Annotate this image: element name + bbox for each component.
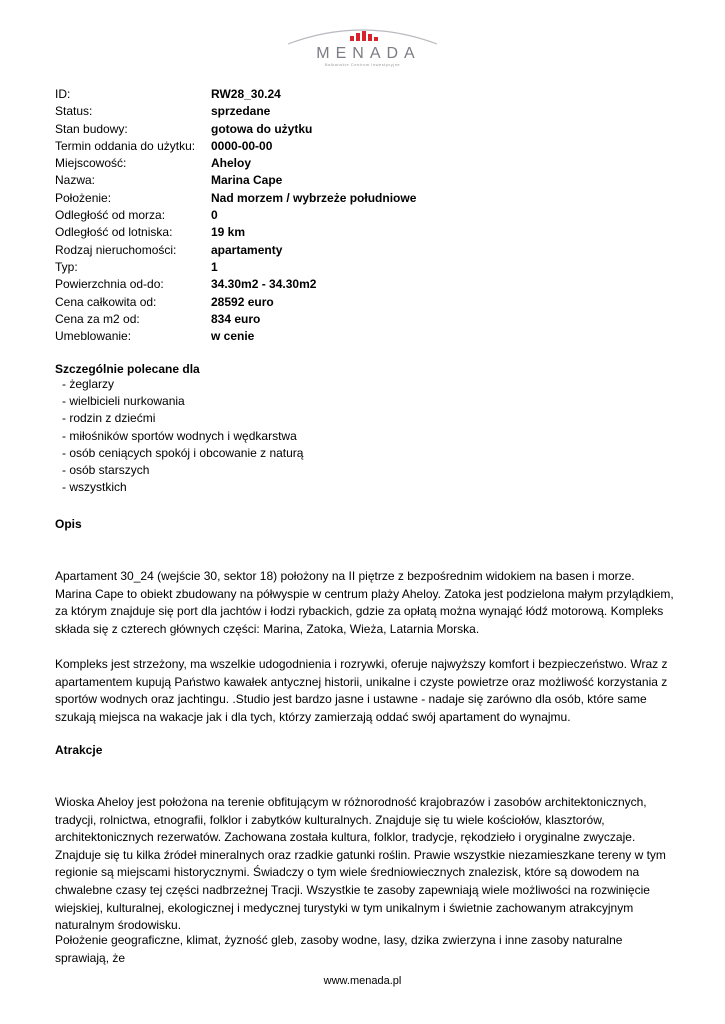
detail-label: Położenie: xyxy=(55,190,112,205)
detail-value: 1 xyxy=(211,259,218,274)
recommended-list xyxy=(62,376,303,496)
detail-label: Typ: xyxy=(55,259,78,274)
attractions-text: Położenie geograficzne, klimat, żyzność gleb, zasoby wodne, lasy, dzika zwierzyna i inne zasoby naturalne sprawiają, że xyxy=(55,933,623,965)
detail-row xyxy=(55,224,416,241)
detail-label: Rodzaj nieruchomości: xyxy=(55,242,177,257)
detail-row xyxy=(55,138,416,155)
detail-value: 19 km xyxy=(211,225,246,240)
detail-value: Marina Cape xyxy=(211,173,283,188)
list-item: - żeglarzy xyxy=(62,377,115,391)
detail-label: ID: xyxy=(55,87,71,101)
detail-label: Powierzchnia od-do: xyxy=(55,277,164,292)
description-text: Marina Cape to obiekt zbudowany na półwyspie w centrum plaży Aheloy. Zatoka jest podzielona małym przylądkiem, za którym znajduje się port dla jachtów i łodzi rybackich, gdzie za opłatą można wynająć łódź motorową. Kompleks składa się z czterech głównych części: Marina, Zatoka, Wieża, Latarnia Morska. xyxy=(55,586,674,636)
detail-value: 0 xyxy=(211,208,218,223)
detail-label: Nazwa: xyxy=(55,173,96,188)
detail-value: Nad morzem / wybrzeże południowe xyxy=(211,190,417,205)
detail-label: Odległość od lotniska: xyxy=(55,225,173,240)
detail-row xyxy=(55,294,416,311)
detail-value: Aheloy xyxy=(211,156,252,171)
description-paragraph-2 xyxy=(55,656,675,726)
detail-label: Termin oddania do użytku: xyxy=(55,138,196,153)
detail-row xyxy=(55,121,416,138)
list-item: - rodzin z dziećmi xyxy=(62,411,156,426)
detail-row xyxy=(55,328,416,345)
description-text: Kompleks jest strzeżony, ma wszelkie udogodnienia i rozrywki, oferuje najwyższy komfort i bezpieczeństwo. Wraz z apartamentem kupują Państwo kawałek antycznej historii, unikalne i czyste powietrze oraz możliwość korzystania z sportów wodnych oraz jachtingu. .Studio jest bardzo jasne i ustawne - nadaje się zarówno dla osób, które same szukają miejsca na wakacje jak i dla tych, którzy zamierzają oddać swój apartament do wynajmu. xyxy=(55,657,668,724)
list-item: - wszystkich xyxy=(62,480,127,495)
menada-logo xyxy=(0,24,725,74)
logo-tagline: Bałkańskie Centrum Inwestycyjne xyxy=(324,62,401,67)
detail-row xyxy=(55,155,416,172)
recommended-heading: Szczególnie polecane dla xyxy=(55,362,200,376)
detail-row xyxy=(55,242,416,259)
description-line: Apartament 30_24 (wejście 30, sektor 18) położony na II piętrze z bezpośrednim widokiem na basen i morze. xyxy=(55,569,635,583)
footer-url[interactable]: www.menada.pl xyxy=(323,975,402,987)
attractions-paragraph-2 xyxy=(55,932,675,967)
detail-value: w cenie xyxy=(211,329,255,344)
description-paragraph xyxy=(55,568,675,638)
list-item: - osób starszych xyxy=(62,462,150,477)
detail-row xyxy=(55,190,416,207)
logo-arc-icon xyxy=(282,24,443,46)
detail-row xyxy=(55,276,416,293)
detail-value: gotowa do użytku xyxy=(211,121,313,136)
detail-row xyxy=(55,103,416,120)
logo-wordmark: MENADA xyxy=(316,45,421,62)
detail-value: 28592 euro xyxy=(211,294,274,309)
detail-row xyxy=(55,311,416,328)
detail-label: Status: xyxy=(55,104,93,119)
attractions-paragraph xyxy=(55,794,675,935)
detail-row xyxy=(55,207,416,224)
detail-row xyxy=(55,172,416,189)
property-details xyxy=(55,86,416,345)
list-item: - miłośników sportów wodnych i wędkarstwa xyxy=(62,428,297,443)
detail-label: Cena za m2 od: xyxy=(55,311,140,326)
detail-row xyxy=(55,259,416,276)
detail-value: 34.30m2 - 34.30m2 xyxy=(211,277,317,292)
list-item: - osób ceniących spokój i obcowanie z naturą xyxy=(62,445,304,460)
detail-value: RW28_30.24 xyxy=(211,87,281,101)
attractions-text: Wioska Aheloy jest położona na terenie obfitującym w różnorodność krajobrazów i zasobów architektonicznych, tradycji, rolnictwa, etnografii, folklor i zabytków kulturalnych. Znajduje się tu wiele kościołów, klasztorów, architektonicznych rezerwatów. Zachowana została kultura, folklor, tradycje, rękodzieło i oryginalne zwyczaje. Znajduje się tu kilka źródeł mineralnych oraz rzadkie gatunki roślin. Prawie wszystkie niezamieszkane tereny w tym regionie są miejscami historycznymi. Świadczy o tym wiele średniowiecznych znalezisk, które są dowodem na chwalebne czasy tej części nadbrzeżnej Tracji. Wszystkie te zasoby zapewniają wiele możliwości na rozwinięcie wiejskiej, kulturalnej, ekologicznej i medycznej turystyki w tym unikalnym i świetnie zachowanym atrakcyjnym naturalnym środowisku. xyxy=(55,795,666,933)
list-item: - wielbicieli nurkowania xyxy=(62,394,185,409)
detail-label: Cena całkowita od: xyxy=(55,294,157,309)
detail-label: Stan budowy: xyxy=(55,121,128,136)
detail-value: sprzedane xyxy=(211,104,271,119)
description-heading: Opis xyxy=(55,517,82,531)
detail-value: 834 euro xyxy=(211,311,261,326)
detail-value: 0000-00-00 xyxy=(211,138,273,153)
attractions-heading: Atrakcje xyxy=(55,743,103,757)
detail-label: Umeblowanie: xyxy=(55,329,132,344)
detail-row xyxy=(55,86,416,103)
detail-label: Miejscowość: xyxy=(55,156,127,171)
detail-value: apartamenty xyxy=(211,242,283,257)
detail-label: Odległość od morza: xyxy=(55,208,166,223)
